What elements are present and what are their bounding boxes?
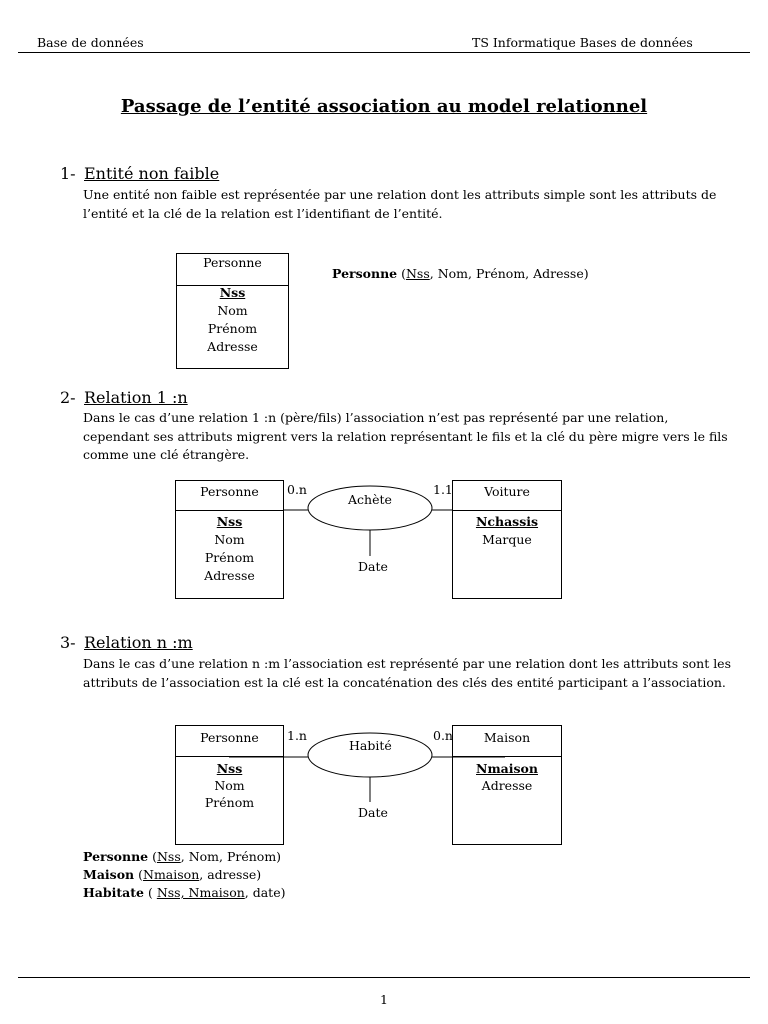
page-title: Passage de l’entité association au model relationnel: [120, 96, 648, 117]
entity-key: Nss: [216, 514, 243, 529]
entity-key: Nss: [216, 761, 243, 776]
entity-attribute: Marque: [482, 532, 532, 547]
entity-attribute: Adresse: [204, 568, 255, 583]
entity-key: Nchassis: [475, 514, 539, 529]
page-number: 1: [380, 992, 388, 1007]
relation-open: (: [397, 266, 406, 281]
relation-key: Nmaison: [143, 867, 200, 882]
relation-open: (: [134, 867, 144, 882]
relation-schema-maison: [83, 867, 261, 882]
entity-attribute: Nom: [214, 532, 245, 547]
association-name-habite: Habité: [349, 738, 392, 753]
relation-name: Habitate: [83, 885, 144, 900]
section-3-title: Relation n :m: [84, 633, 193, 652]
entity-separator: [176, 756, 283, 757]
entity-name: Voiture: [484, 484, 530, 499]
cardinality-right: 1.1: [433, 482, 453, 497]
association-attribute-date: Date: [358, 559, 388, 574]
section-1-title: Entité non faible: [84, 164, 220, 183]
entity-attribute: Prénom: [207, 321, 258, 336]
entity-attribute: Adresse: [207, 339, 258, 354]
relation-open: (: [148, 849, 157, 864]
relation-key: Nss: [156, 849, 181, 864]
relation-open: (: [144, 885, 157, 900]
entity-attribute: Prénom: [204, 550, 255, 565]
entity-name: Maison: [483, 730, 531, 745]
section-3-paragraph: Dans le cas d’une relation n :m l’association est représenté par une relation dont les attributs sont les attributs de l’association est la clé est la concaténation des clés des entité participant a l’association.: [83, 656, 731, 690]
header-right: TS Informatique Bases de données: [472, 35, 693, 50]
association-attribute-date: Date: [358, 805, 388, 820]
relation-name: Personne: [83, 849, 149, 864]
relation-schema-habitate: [83, 885, 285, 900]
entity-attribute: Nom: [217, 303, 248, 318]
relation-key: Nss, Nmaison: [156, 885, 245, 900]
entity-separator: [453, 756, 561, 757]
entity-personne-3: [175, 725, 284, 845]
relation-name: Personne: [332, 266, 398, 281]
entity-key: Nmaison: [476, 761, 538, 776]
section-3-heading: [60, 633, 193, 652]
cardinality-left: 0.n: [287, 482, 307, 497]
section-2-paragraph: Dans le cas d’une relation 1 :n (père/fils) l’association n’est pas représenté par une relation, cependant ses attributs migrent vers la relation représentant le fils et la clé du père migre vers le fils comme une clé étrangère.: [83, 410, 728, 462]
relation-rest: , adresse): [199, 867, 262, 882]
section-3-number: 3-: [60, 633, 76, 652]
association-name-achete: Achète: [348, 492, 392, 507]
footer-rule: [18, 977, 750, 978]
entity-name: Personne: [200, 730, 259, 745]
relation-name: Maison: [83, 867, 135, 882]
entity-name: Personne: [203, 255, 262, 270]
cardinality-right: 0.n: [433, 728, 453, 743]
relation-schema-personne: [83, 849, 281, 864]
entity-name: Personne: [200, 484, 259, 499]
entity-attribute: Prénom: [204, 795, 255, 810]
relation-rest: , Nom, Prénom): [180, 849, 282, 864]
section-2-title: Relation 1 :n: [84, 388, 188, 407]
relation-rest: , Nom, Prénom, Adresse): [429, 266, 589, 281]
section-1-number: 1-: [60, 164, 76, 183]
relation-rest: , date): [244, 885, 286, 900]
section-2-number: 2-: [60, 388, 76, 407]
section-1-paragraph: Une entité non faible est représentée par une relation dont les attributs simple sont les attributs de l’entité et la clé de la relation est l’identifiant de l’entité.: [83, 187, 717, 221]
relation-key: Nss: [405, 266, 430, 281]
entity-maison: [452, 725, 562, 845]
header-left: Base de données: [37, 35, 144, 50]
entity-key: Nss: [219, 285, 246, 300]
entity-attribute: Adresse: [481, 778, 533, 793]
entity-attribute: Nom: [214, 778, 245, 793]
cardinality-left: 1.n: [287, 728, 307, 743]
